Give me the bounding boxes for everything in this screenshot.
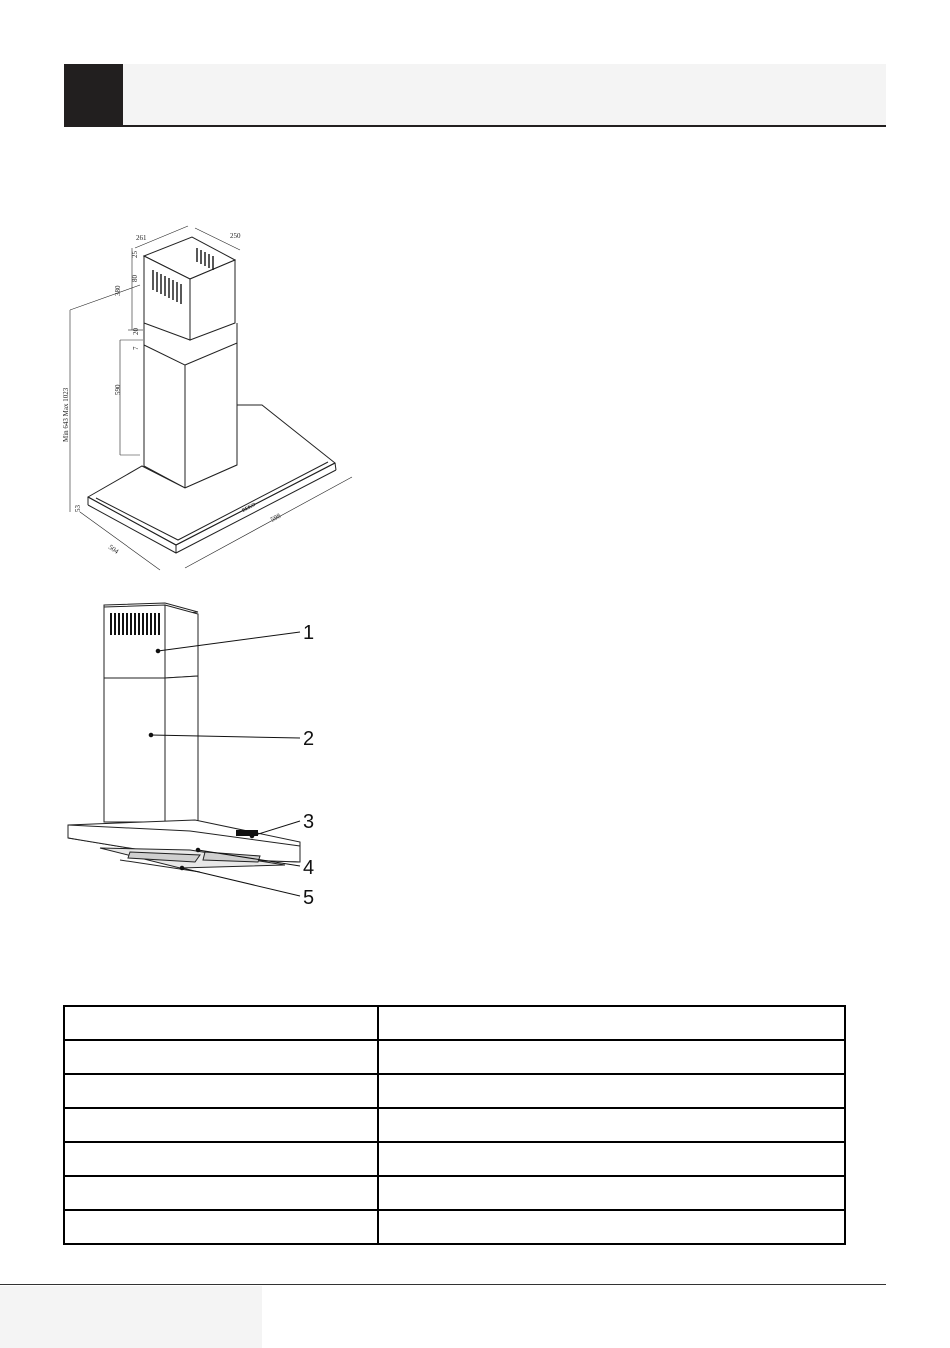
parts-drawing [60,595,325,910]
dimension-drawing [55,215,365,580]
footer-box [0,1286,262,1348]
dim-canopy-thickness: 53 [74,505,82,512]
table-cell [378,1006,845,1040]
table-cell [64,1176,378,1210]
table-cell [64,1006,378,1040]
table-cell [378,1142,845,1176]
header-divider [64,125,886,127]
table-row [64,1074,845,1108]
table-cell [378,1176,845,1210]
callout-5: 5 [303,887,315,909]
table-row [64,1040,845,1074]
footer-divider [0,1284,886,1285]
spec-table [63,1005,846,1245]
table-cell [64,1074,378,1108]
dim-top-depth: 261 [136,234,147,242]
dim-vent-top: 25 [131,251,139,258]
table-row [64,1108,845,1142]
table-row [64,1006,845,1040]
table-cell [64,1040,378,1074]
callout-4: 4 [303,857,315,879]
brand-logo: BEKO [241,502,257,514]
table-cell [64,1210,378,1244]
section-number-box [64,64,123,126]
dim-gap: 7 [132,346,140,350]
table-row [64,1210,845,1244]
table-cell [64,1142,378,1176]
table-cell [378,1074,845,1108]
callout-3: 3 [303,811,315,833]
table-row [64,1142,845,1176]
dim-vent-height: 80 [131,275,139,282]
dim-canopy-depth: 504 [106,543,121,556]
dim-top-width: 250 [230,232,241,240]
vent-slots [111,613,159,635]
dim-lower-chimney: 590 [114,384,122,395]
callout-2: 2 [303,728,315,750]
table-cell [378,1040,845,1074]
table-cell [378,1108,845,1142]
table-cell [64,1108,378,1142]
table-row [64,1176,845,1210]
dim-total-height: Min 643 Max 1023 [62,387,70,442]
section-header-bar [64,64,886,126]
dim-upper-chimney: 380 [114,285,122,296]
dim-canopy-width: 598 [269,511,283,524]
dim-overlap: 20 [132,328,140,335]
callout-1: 1 [303,622,315,644]
table-cell [378,1210,845,1244]
